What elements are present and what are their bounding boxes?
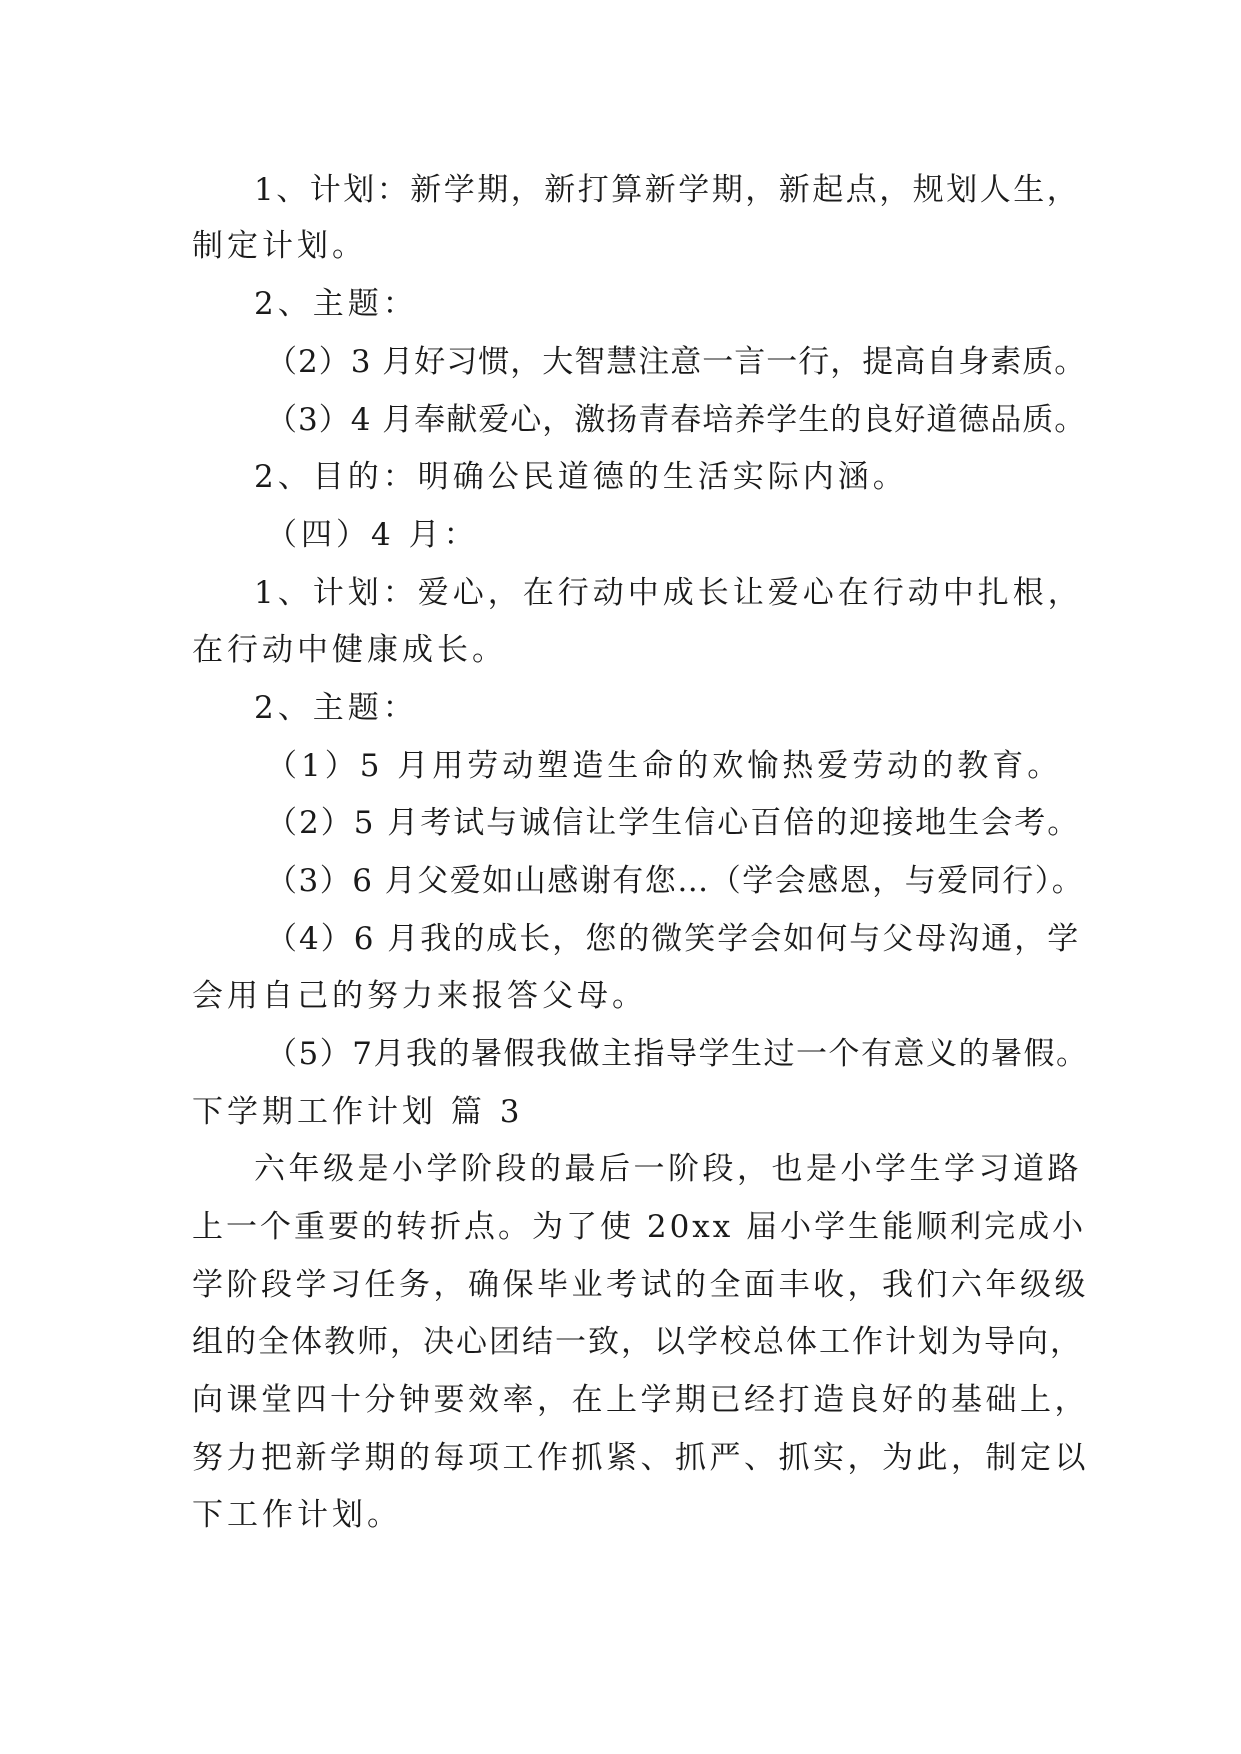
text-line: （3）6 月父爱如山感谢有您…（学会感恩，与爱同行）。 <box>266 863 1085 899</box>
text-line: 下工作计划。 <box>192 1497 402 1533</box>
section-heading: （四）4 月： <box>266 517 479 553</box>
text-line: 上一个重要的转折点。为了使 20xx 届小学生能顺利完成小 <box>192 1209 1087 1245</box>
text-line: 2、主题： <box>254 286 418 322</box>
text-line: （4）6 月我的成长，您的微笑学会如何与父母沟通，学 <box>266 921 1081 957</box>
text-line: 2、目的：明确公民道德的生活实际内涵。 <box>254 459 908 495</box>
text-line: 制定计划。 <box>192 228 367 264</box>
text-line: 努力把新学期的每项工作抓紧、抓严、抓实，为此，制定以 <box>192 1440 1089 1476</box>
text-line: 学阶段学习任务，确保毕业考试的全面丰收，我们六年级级 <box>192 1267 1089 1303</box>
text-line: 2、主题： <box>254 690 418 726</box>
text-line: （2）3 月好习惯，大智慧注意一言一行，提高自身素质。 <box>266 344 1087 380</box>
text-line: 向课堂四十分钟要效率，在上学期已经打造良好的基础上， <box>192 1382 1089 1418</box>
text-line: 会用自己的努力来报答父母。 <box>192 978 647 1014</box>
text-line: （2）5 月考试与诚信让学生信心百倍的迎接地生会考。 <box>266 805 1081 841</box>
section-title: 下学期工作计划 篇 3 <box>192 1094 524 1130</box>
text-line: 1、计划：爱心，在行动中成长让爱心在行动中扎根， <box>254 575 1083 611</box>
text-line: 组的全体教师，决心团结一致，以学校总体工作计划为导向， <box>192 1324 1083 1360</box>
text-line: （5）7月我的暑假我做主指导学生过一个有意义的暑假。 <box>266 1036 1089 1072</box>
text-line: （3）4 月奉献爱心，激扬青春培养学生的良好道德品质。 <box>266 402 1087 438</box>
text-line: 六年级是小学阶段的最后一阶段，也是小学生学习道路 <box>254 1151 1082 1187</box>
text-line: 在行动中健康成长。 <box>192 632 507 668</box>
text-line: （1）5 月用劳动塑造生命的欢愉热爱劳动的教育。 <box>266 748 1063 784</box>
text-line: 1、计划：新学期，新打算新学期，新起点，规划人生， <box>254 172 1081 208</box>
